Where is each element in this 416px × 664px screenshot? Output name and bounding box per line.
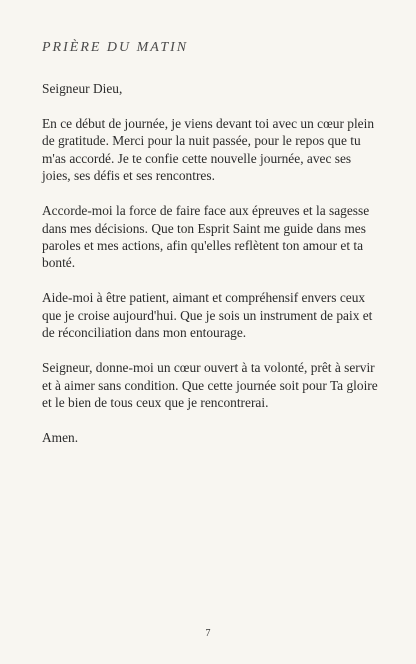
paragraph-1: En ce début de journée, je viens devant toi avec un cœur plein de gratitude. Merci pour la nuit passée, pour le repos que tu m'as accordé. Je te confie cette nouvelle journée, avec ses joies, ses défis et ses rencontres.: [42, 116, 375, 184]
paragraph-3: Aide-moi à être patient, aimant et compréhensif envers ceux que je croise aujourd'hui. Que je sois un instrument de paix et de réconciliation dans mon entourage.: [42, 290, 373, 341]
prayer-body: [42, 80, 378, 464]
page-title: PRIÈRE DU MATIN: [42, 40, 189, 55]
paragraph-4: Seigneur, donne-moi un cœur ouvert à ta volonté, prêt à servir et à aimer sans condition. Que cette journée soit pour Ta gloire et le bien de tous ceux que je rencontrerai.: [42, 360, 378, 411]
paragraph-2: Accorde-moi la force de faire face aux épreuves et la sagesse dans mes décisions. Que ton Esprit Saint me guide dans mes paroles et mes actions, afin qu'elles reflètent ton amour et ta bonté.: [42, 203, 370, 271]
page-number: 7: [205, 628, 211, 639]
closing: Amen.: [42, 430, 79, 446]
greeting: Seigneur Dieu,: [42, 81, 123, 96]
